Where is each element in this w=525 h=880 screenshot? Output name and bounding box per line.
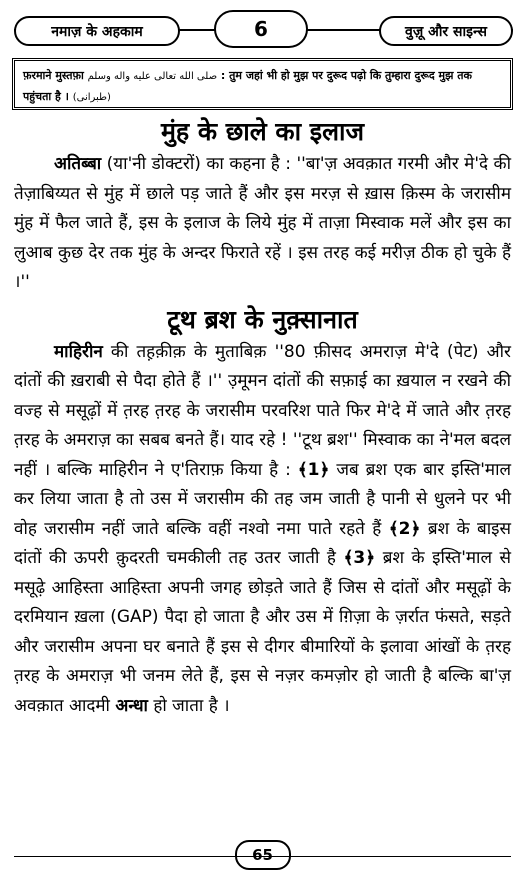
notice-label: फ़रमाने मुस्तफ़ा: [23, 69, 84, 82]
section-heading-toothbrush-harms: टूथ ब्रश के नुक़्सानात: [167, 304, 358, 334]
list-number-3: ﴾3﴿: [343, 548, 376, 568]
notice-text: : तुम जहां भी हो मुझ पर दुरूद पढ़ो कि तुम्हारा दुरूद मुझ तक पहुंचता है ।: [23, 69, 472, 103]
bold-word-blind: अन्धा: [115, 695, 148, 716]
notice-source: (طبرانی): [72, 92, 111, 103]
section-heading-mouth-ulcer: मुंह के छाले का इलाज: [160, 117, 365, 146]
chapter-number-badge: 6: [214, 10, 308, 48]
paragraph-text-d: ब्रश के इस्ति'माल से मसूढ़े आहिस्ता आहिस्ता अपनी जगह छोड़ते जाते हैं जिस से दांतों और मसूढ़ों के दरमियान ख़ला (GAP) पैदा हो जाता है और उस में ग़िज़ा के ज़र्रात फंसते, सड़ते और जरासीम अपना घर बनाते हैं इस से दीगर बीमारियों के इलावा आंखों के त़रह त़रह के अमराज़ भी जनम लेते हैं, इस से नज़र कमज़ोर हो जाती है बल्कि बा'ज़ अवक़ात आदमी: [14, 548, 511, 716]
page-content: [14, 110, 511, 838]
paragraph-text-c: ब्रश के बाइस दांतों की ऊपरी क़ुदरती चमकीली तह उतर जाती है: [14, 518, 511, 568]
list-number-2: ﴾2﴿: [388, 518, 421, 539]
chapter-title-badge: वुज़ू और साइन्स: [379, 16, 513, 46]
paragraph-text-a: की तह़क़ीक़ के मुताबिक़ ''80 फ़ीसद अमराज़ मे'दे (पेट) और दांतों की ख़राबी से पैदा होते हैं ।'' उ़मूमन दांतों की सफ़ाई का ख़याल न रखने की वज्ह से मसूढ़ों में त़रह त़रह के जरासीम परवरिश पाते फिर मे'दे में जाते और त़रह त़रह के अमराज़ का सबब बनते हैं। याद रहे ! ''टूथ ब्रश'' मिस्वाक का ने'मल बदल नहीं । बल्कि माहिरीन ने ए'तिराफ़ किया है :: [14, 341, 511, 480]
paragraph-text: (या'नी डोक्टरों) का कहना है : ''बा'ज़ अवक़ात गरमी और मे'दे की तेज़ाबिय्यत से मुंह में छाले पड़ जाते हैं और इस मरज़ से ख़ास क़िस्म के जरासीम मुंह में फैल जाते हैं, इस के इलाज के लिये मुंह में ताज़ा मिस्वाक मलें और इस का लुआब कुछ देर तक मुंह के अन्दर फिराते रहें । इस तरह कई मरीज़ ठीक हो चुके हैं ।'': [14, 154, 511, 292]
hadith-notice-box: [12, 58, 513, 110]
page-number: 65: [235, 840, 291, 870]
paragraph-text-b: जब ब्रश एक बार इस्ति'माल कर लिया जाता है तो उस में जरासीम की तह जम जाती है पानी से धुलने पर भी वोह जरासीम नहीं जाते बल्कि वहीं नश्वो नमा पाते रहते हैं: [14, 459, 511, 539]
page-header: [14, 8, 513, 48]
lead-word: अतिब्बा: [54, 154, 102, 174]
paragraph-mouth-ulcer: [14, 150, 511, 298]
list-number-1: ﴾1﴿: [297, 459, 330, 480]
book-title-badge: नमाज़ के अहकाम: [14, 16, 180, 46]
paragraph-toothbrush-harms: [14, 338, 511, 722]
paragraph-text-e: हो जाता है ।: [147, 695, 230, 716]
lead-word: माहिरीन: [54, 341, 103, 362]
notice-arabic-salutation: صلى الله تعالى عليه واله وسلم: [87, 71, 218, 82]
